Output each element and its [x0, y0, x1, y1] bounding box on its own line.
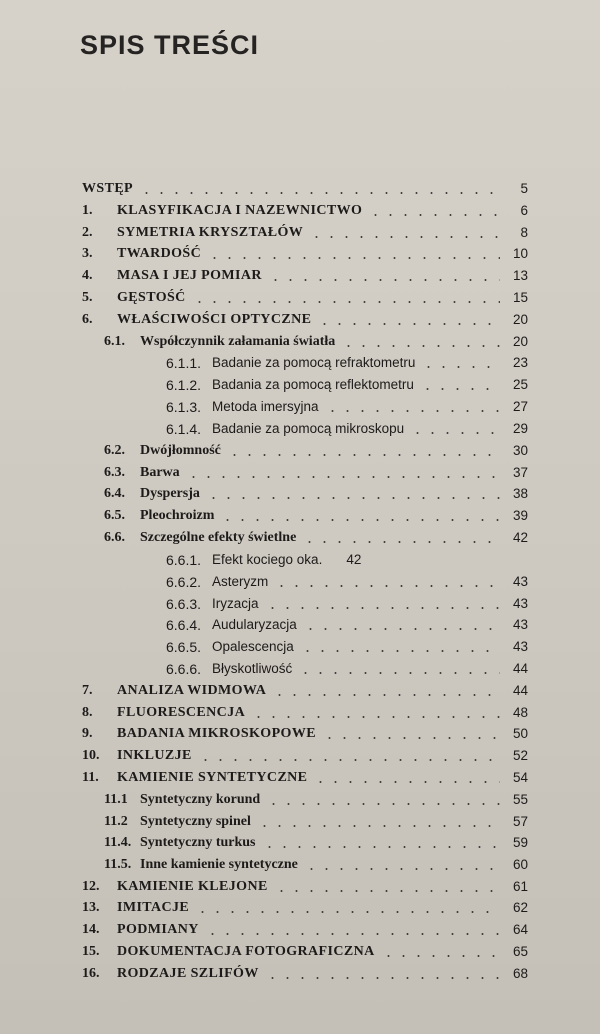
toc-entry	[82, 440, 528, 460]
toc-entry-label: WSTĘP	[82, 181, 134, 196]
toc-entry	[82, 767, 528, 787]
toc-entry-label: DOKUMENTACJA FOTOGRAFICZNA	[117, 944, 375, 959]
leader-dots	[262, 846, 500, 848]
toc-entry-label: Audularyzacja	[212, 617, 297, 632]
toc-entry-number: 8.	[82, 705, 93, 720]
toc-entry-label: Barwa	[140, 465, 180, 480]
toc-entry-number: 6.4.	[104, 486, 125, 501]
toc-entry-label: Syntetyczny turkus	[140, 835, 256, 850]
toc-entry-page: 13	[512, 268, 528, 283]
toc-entry	[82, 178, 528, 198]
toc-entry-number: 11.4.	[104, 835, 132, 850]
toc-entry-number: 6.6.6.	[166, 661, 202, 677]
leader-dots	[206, 497, 500, 499]
toc-entry-page: 5	[520, 181, 528, 196]
toc-entry-page: 38	[512, 486, 528, 501]
toc-entry-number: 14.	[82, 922, 100, 937]
toc-entry-page: 23	[512, 355, 528, 370]
toc-entry	[82, 418, 528, 438]
toc-entry-page: 57	[512, 814, 528, 829]
toc-entry-page: 59	[512, 835, 528, 850]
toc-entry-page: 44	[512, 661, 528, 676]
toc-entry	[82, 527, 528, 547]
leader-dots	[368, 214, 500, 216]
toc-entry	[82, 265, 528, 285]
toc-entry	[82, 919, 528, 939]
toc-entry-label: SYMETRIA KRYSZTAŁÓW	[117, 225, 304, 240]
toc-entry-label: IMITACJE	[117, 900, 190, 915]
toc-entry-page: 43	[512, 596, 528, 611]
leader-dots	[272, 694, 500, 696]
leader-dots	[274, 585, 500, 587]
toc-entry	[82, 374, 528, 394]
leader-dots	[265, 977, 500, 979]
leader-dots	[220, 519, 500, 521]
toc-entry-number: 11.5.	[104, 857, 132, 872]
leader-dots	[309, 236, 500, 238]
toc-entry	[82, 222, 528, 242]
toc-entry-page: 39	[512, 508, 528, 523]
toc-entry-label: Szczególne efekty świetlne	[140, 530, 297, 545]
toc-entry-number: 4.	[82, 268, 93, 283]
toc-entry-page: 50	[512, 726, 528, 741]
toc-entry	[82, 396, 528, 416]
toc-entry	[82, 309, 528, 329]
toc-entry-label: Opalescencja	[212, 639, 294, 654]
leader-dots	[274, 890, 500, 892]
toc-entry-number: 6.6.	[104, 530, 125, 545]
toc-entry-number: 11.1	[104, 792, 128, 807]
toc-entry-number: 6.	[82, 312, 93, 327]
toc-entry-page: 62	[512, 900, 528, 915]
toc-entry-label: WŁAŚCIWOŚCI OPTYCZNE	[117, 312, 312, 327]
leader-dots	[251, 716, 500, 718]
leader-dots	[266, 803, 500, 805]
toc-entry-number: 9.	[82, 726, 93, 741]
toc-entry-label: Syntetyczny spinel	[140, 814, 251, 829]
toc-entry	[82, 963, 528, 983]
toc-entry	[82, 287, 528, 307]
toc-entry-page: 30	[512, 443, 528, 458]
toc-entry-page: 20	[512, 312, 528, 327]
toc-entry	[82, 243, 528, 263]
leader-dots	[186, 476, 500, 478]
toc-entry-page: 68	[512, 966, 528, 981]
toc-entry	[82, 876, 528, 896]
toc-entry-label: Współczynnik załamania światła	[140, 334, 336, 349]
leader-dots	[302, 541, 500, 543]
toc-entry-number: 7.	[82, 683, 93, 698]
leader-dots	[410, 432, 500, 434]
leader-dots	[303, 628, 500, 630]
leader-dots	[300, 650, 500, 652]
toc-entry-label: GĘSTOŚĆ	[117, 290, 186, 305]
toc-entry-number: 13.	[82, 900, 100, 915]
toc-entry-label: KAMIENIE KLEJONE	[117, 879, 268, 894]
page-title: SPIS TREŚCI	[80, 30, 260, 60]
toc-entry-page: 52	[512, 748, 528, 763]
toc-entry-label: FLUORESCENCJA	[117, 705, 246, 720]
toc-entry-number: 6.5.	[104, 508, 125, 523]
toc-entry-label: Badania za pomocą reflektometru	[212, 377, 414, 392]
toc-entry	[82, 680, 528, 700]
toc-entry-number: 12.	[82, 879, 100, 894]
leader-dots	[313, 781, 500, 783]
toc-entry-page: 42	[512, 530, 528, 545]
toc-entry	[82, 941, 528, 961]
toc-entry	[82, 897, 528, 917]
toc-entry	[82, 549, 528, 569]
toc-entry-page: 20	[512, 334, 528, 349]
leader-dots	[207, 257, 500, 259]
toc-entry	[82, 832, 528, 852]
toc-entry-label: Dwójłomność	[140, 443, 221, 458]
toc-entry-number: 2.	[82, 225, 93, 240]
toc-entry-page: 43	[512, 639, 528, 654]
toc-entry	[82, 462, 528, 482]
toc-entry-page: 6	[520, 203, 528, 218]
toc-entry	[82, 702, 528, 722]
leader-dots	[265, 607, 500, 609]
toc-entry-number: 6.2.	[104, 443, 125, 458]
toc-entry-label: KLASYFIKACJA I NAZEWNICTWO	[117, 203, 363, 218]
toc-entry-label: TWARDOŚĆ	[117, 246, 202, 261]
toc-entry-page: 43	[512, 617, 528, 632]
leader-dots	[322, 737, 500, 739]
toc-entry	[82, 505, 528, 525]
toc-entry-label: RODZAJE SZLIFÓW	[117, 966, 259, 981]
toc-entry-number: 6.6.5.	[166, 639, 202, 655]
toc-entry-label: PODMIANY	[117, 922, 199, 937]
toc-entry-label: Syntetyczny korund	[140, 792, 261, 807]
toc-entry	[82, 614, 528, 634]
toc-entry-label: Badanie za pomocą mikroskopu	[212, 421, 405, 436]
toc-entry-label: Inne kamienie syntetyczne	[140, 857, 298, 872]
toc-entry-label: Pleochroizm	[140, 508, 215, 523]
toc-entry-label: Badanie za pomocą refraktometru	[212, 355, 416, 370]
leader-dots	[298, 672, 500, 674]
toc-entry-page: 15	[512, 290, 528, 305]
toc-entry	[82, 593, 528, 613]
toc-entry-label: KAMIENIE SYNTETYCZNE	[117, 770, 308, 785]
leader-dots	[195, 911, 500, 913]
toc-entry	[82, 483, 528, 503]
toc-entry-number: 6.1.2.	[166, 377, 202, 393]
toc-entry-page: 43	[512, 574, 528, 589]
toc-entry-page: 65	[512, 944, 528, 959]
leader-dots	[341, 345, 500, 347]
toc-entry	[82, 811, 528, 831]
toc-entry-page: 27	[512, 399, 528, 414]
toc-entry-page: 48	[512, 705, 528, 720]
toc-entry	[82, 571, 528, 591]
toc-entry-number: 6.1.3.	[166, 399, 202, 415]
toc-entry	[82, 352, 528, 372]
toc-entry-page: 55	[512, 792, 528, 807]
toc-entry-label: Asteryzm	[212, 574, 269, 589]
toc-entry-number: 6.6.1.	[166, 552, 202, 568]
toc-entry	[82, 636, 528, 656]
toc-entry-number: 6.1.1.	[166, 355, 202, 371]
toc-entry-page: 25	[512, 377, 528, 392]
toc-entry-number: 3.	[82, 246, 93, 261]
toc-entry-page: 29	[512, 421, 528, 436]
toc-entry	[82, 200, 528, 220]
toc-entry-page: 37	[512, 465, 528, 480]
toc-entry-number: 6.3.	[104, 465, 125, 480]
toc-entry-page: 61	[512, 879, 528, 894]
leader-dots	[227, 454, 500, 456]
toc-entry-label: ANALIZA WIDMOWA	[117, 683, 267, 698]
leader-dots	[325, 410, 500, 412]
toc-entry-number: 6.6.2.	[166, 574, 202, 590]
toc-entry-page: 10	[512, 246, 528, 261]
leader-dots	[304, 868, 500, 870]
leader-dots	[317, 323, 500, 325]
toc-entry-number: 11.2	[104, 814, 128, 829]
toc-entry-label: Iryzacja	[212, 596, 259, 611]
toc-entry-number: 11.	[82, 770, 99, 785]
toc-entry-label: INKLUZJE	[117, 748, 192, 763]
leader-dots	[421, 366, 500, 368]
toc-entry	[82, 658, 528, 678]
toc-entry	[82, 745, 528, 765]
toc-entry-number: 10.	[82, 748, 100, 763]
toc-entry-number: 6.1.4.	[166, 421, 202, 437]
toc-entry-label: Błyskotliwość	[212, 661, 293, 676]
toc-entry-page: 42	[346, 552, 362, 567]
toc-entry-page: 8	[520, 225, 528, 240]
toc-entry-label: Metoda imersyjna	[212, 399, 319, 414]
toc-entry-number: 5.	[82, 290, 93, 305]
leader-dots	[198, 759, 500, 761]
leader-dots	[192, 301, 500, 303]
toc-entry	[82, 331, 528, 351]
leader-dots	[205, 933, 500, 935]
toc-entry	[82, 723, 528, 743]
leader-dots	[420, 388, 500, 390]
toc-entry-label: BADANIA MIKROSKOPOWE	[117, 726, 316, 741]
toc-entry-number: 16.	[82, 966, 100, 981]
toc-entry	[82, 789, 528, 809]
toc-entry-number: 1.	[82, 203, 93, 218]
toc-entry	[82, 854, 528, 874]
toc-entry-number: 6.1.	[104, 334, 125, 349]
leader-dots	[268, 279, 500, 281]
leader-dots	[381, 955, 500, 957]
toc-entry-label: MASA I JEJ POMIAR	[117, 268, 262, 283]
toc-entry-label: Efekt kociego oka.	[212, 552, 323, 567]
toc-entry-number: 6.6.4.	[166, 617, 202, 633]
toc-entry-label: Dyspersja	[140, 486, 200, 501]
toc-entry-number: 6.6.3.	[166, 596, 202, 612]
leader-dots	[257, 825, 500, 827]
toc-entry-page: 60	[512, 857, 528, 872]
toc-entry-number: 15.	[82, 944, 100, 959]
leader-dots	[139, 192, 500, 194]
toc-entry-page: 54	[512, 770, 528, 785]
toc-entry-page: 64	[512, 922, 528, 937]
toc-entry-page: 44	[512, 683, 528, 698]
